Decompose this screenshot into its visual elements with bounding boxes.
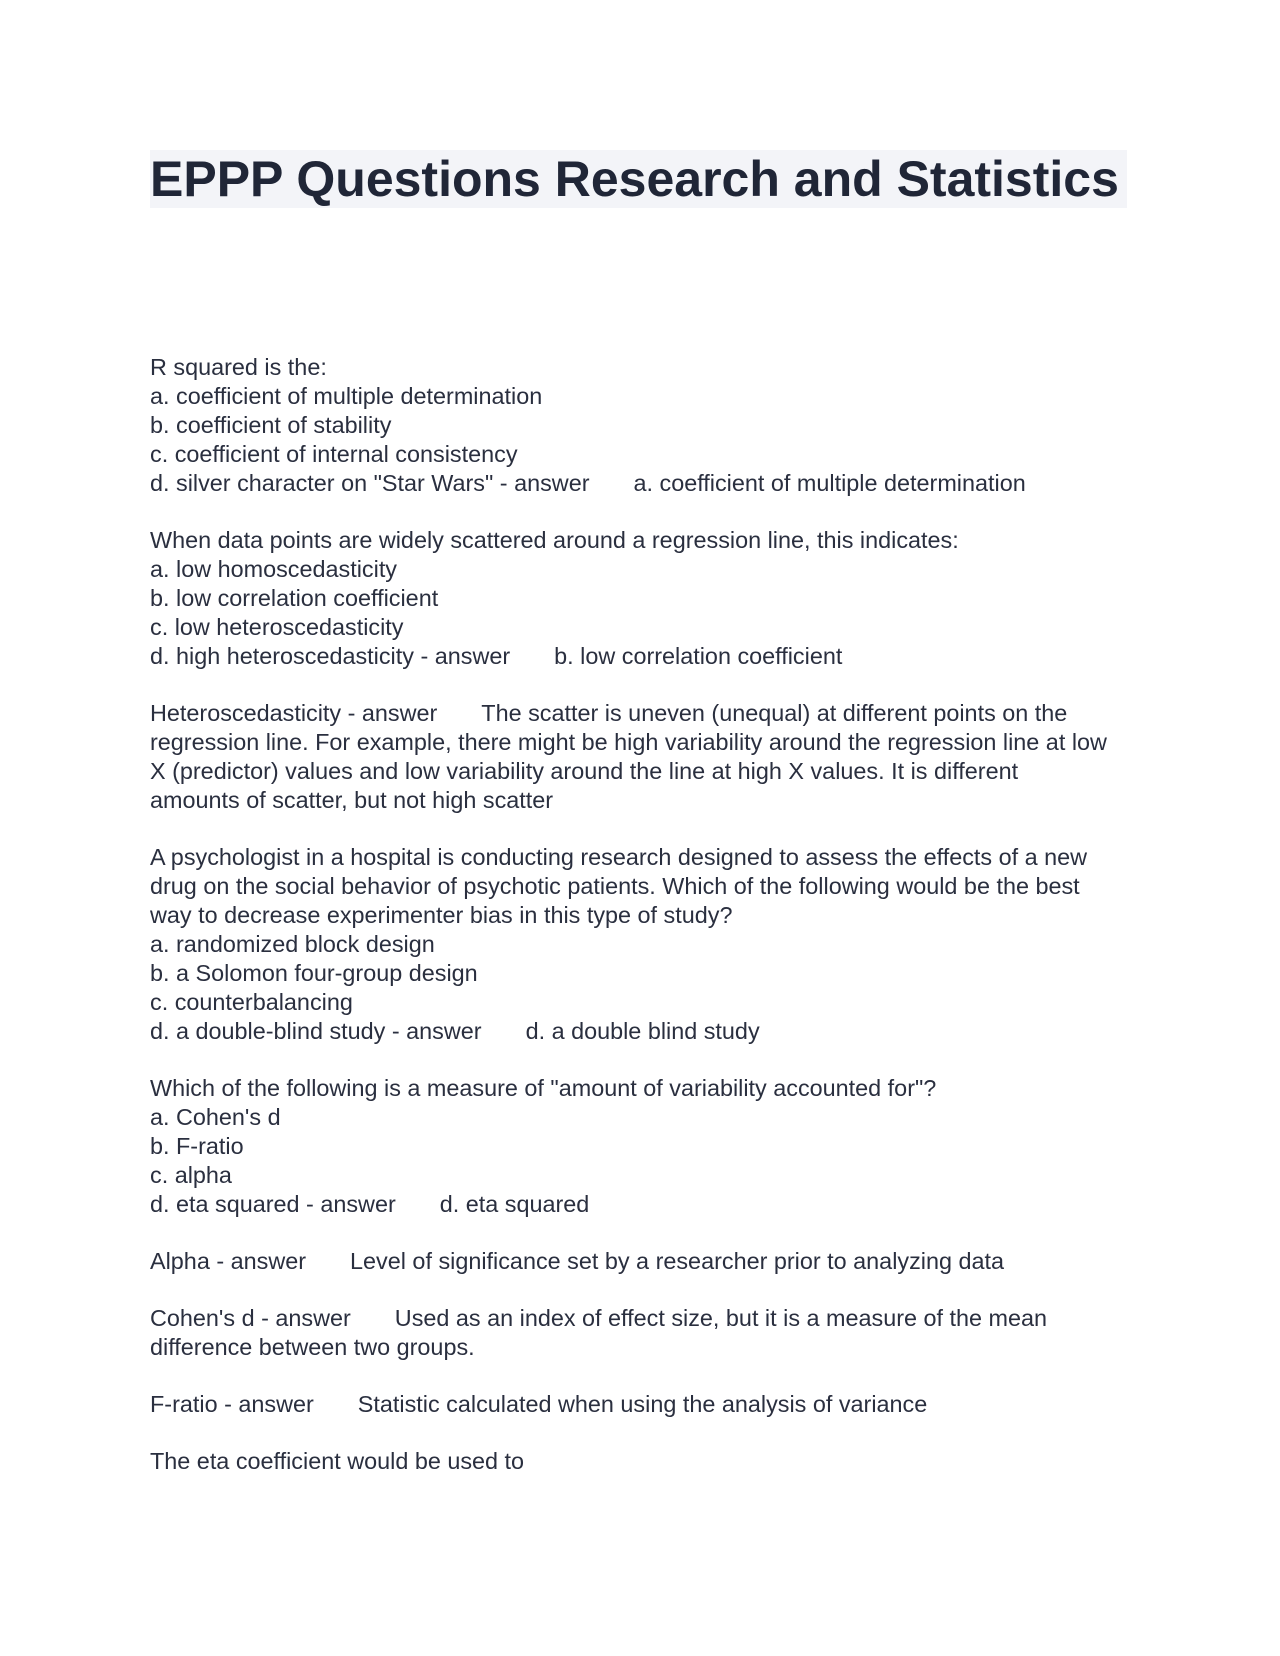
term-label: Heteroscedasticity - answer: [150, 700, 438, 726]
correct-answer: b. low correlation coefficient: [554, 643, 843, 669]
answer-option: b. a Solomon four-group design: [150, 960, 478, 986]
question-block: [150, 1447, 1110, 1476]
question-block: [150, 843, 1110, 1046]
definition-paragraph: [150, 1390, 1110, 1419]
question-block: [150, 353, 1110, 498]
document-title: EPPP Questions Research and Statistics: [150, 150, 1127, 208]
definition-paragraph: [150, 1304, 1110, 1362]
document-content: [150, 353, 1110, 1504]
question-text: Which of the following is a measure of "amount of variability accounted for"?: [150, 1075, 937, 1101]
correct-answer: d. eta squared: [439, 1191, 590, 1217]
term-label: F-ratio - answer: [150, 1391, 314, 1417]
answer-option: d. a double-blind study - answer: [150, 1018, 482, 1044]
correct-answer: d. a double blind study: [525, 1018, 760, 1044]
question-text: The eta coefficient would be used to: [150, 1448, 525, 1474]
answer-option: b. low correlation coefficient: [150, 585, 439, 611]
question-block: [150, 526, 1110, 671]
question-text: A psychologist in a hospital is conducting research designed to assess the effects of a new drug on the social behavior of psychotic patients. Which of the following would be the best way to decrease experimenter bias in this type of study?: [150, 844, 1088, 928]
definition-block: [150, 1304, 1110, 1362]
definition-block: [150, 699, 1110, 815]
question-text: When data points are widely scattered around a regression line, this indicates:: [150, 527, 959, 553]
answer-option: c. low heteroscedasticity: [150, 614, 404, 640]
answer-line: [150, 642, 1110, 671]
answer-option: d. silver character on "Star Wars" - answer: [150, 470, 590, 496]
answer-option: d. high heteroscedasticity - answer: [150, 643, 511, 669]
term-definition: Level of significance set by a researcher prior to analyzing data: [350, 1248, 1005, 1274]
answer-option: b. coefficient of stability: [150, 412, 392, 438]
answer-option: a. low homoscedasticity: [150, 556, 398, 582]
question-block: [150, 1074, 1110, 1219]
term-definition: Statistic calculated when using the analysis of variance: [357, 1391, 928, 1417]
answer-line: [150, 469, 1110, 498]
definition-block: [150, 1390, 1110, 1419]
term-label: Alpha - answer: [150, 1248, 307, 1274]
answer-option: a. Cohen's d: [150, 1104, 281, 1130]
answer-option: c. coefficient of internal consistency: [150, 441, 518, 467]
term-label: Cohen's d - answer: [150, 1305, 351, 1331]
question-text: R squared is the:: [150, 354, 327, 380]
term-definition: The scatter is uneven (unequal) at different points on the regression line. For example, there might be high variability around the regression line at low X (predictor) values and low variability around the line at high X values. It is different amounts of scatter, but not high scatter: [150, 700, 1107, 813]
definition-paragraph: [150, 1247, 1110, 1276]
answer-option: a. randomized block design: [150, 931, 435, 957]
definition-paragraph: [150, 699, 1110, 815]
answer-line: [150, 1190, 1110, 1219]
answer-line: [150, 1017, 1110, 1046]
term-definition: Used as an index of effect size, but it is a measure of the mean difference between two groups.: [150, 1305, 1048, 1360]
answer-option: d. eta squared - answer: [150, 1191, 396, 1217]
answer-option: a. coefficient of multiple determination: [150, 383, 543, 409]
answer-option: c. alpha: [150, 1162, 232, 1188]
correct-answer: a. coefficient of multiple determination: [633, 470, 1026, 496]
definition-block: [150, 1247, 1110, 1276]
answer-option: c. counterbalancing: [150, 989, 353, 1015]
answer-option: b. F-ratio: [150, 1133, 244, 1159]
